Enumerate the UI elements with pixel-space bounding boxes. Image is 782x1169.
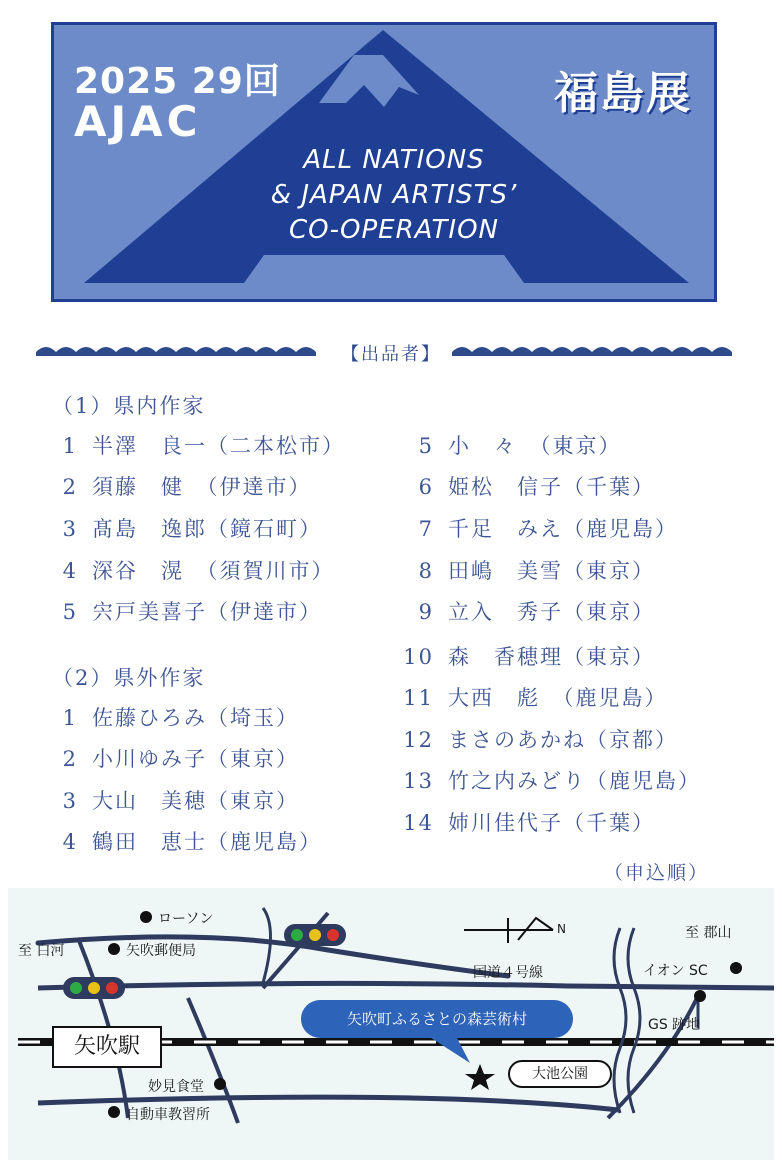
banner-org: AJAC [74, 97, 202, 146]
map-label-park: 大池公園 [508, 1060, 612, 1088]
list-item: 3 髙島 逸郎（鏡石町） [62, 517, 322, 541]
list-item: 3 大山 美穂（東京） [62, 789, 299, 813]
list-item: 12 まさのあかね（京都） [403, 728, 678, 752]
list-item: 2 小川ゆみ子（東京） [62, 747, 299, 771]
north-label: N [557, 922, 566, 936]
map-label-route: 国道４号線 [473, 965, 543, 981]
list-item: 7 千足 みえ（鹿児島） [418, 517, 678, 541]
map-label-gs: GS 跡地 [648, 1017, 701, 1033]
banner-exhibition-title: 福島展 [554, 68, 692, 119]
wave-decoration-right [452, 340, 732, 362]
list-item: 9 立入 秀子（東京） [418, 600, 655, 624]
list-item: 5 小 々 （東京） [418, 434, 622, 458]
list-item: 8 田嶋 美雪（東京） [418, 559, 655, 583]
list-item: 6 姫松 信子（千葉） [418, 475, 655, 499]
banner-english-line-2: & JAPAN ARTISTS’ [270, 180, 518, 210]
map-label-restaurant: 妙見食堂 [148, 1079, 204, 1095]
list-item: 5 宍戸美喜子（伊達市） [62, 600, 322, 624]
access-map [8, 888, 774, 1160]
list-item: 2 須藤 健 （伊達市） [62, 475, 312, 499]
header-banner [51, 22, 717, 302]
group-out-prefecture-title: （2）県外作家 [52, 666, 206, 690]
order-note: （申込順） [604, 862, 710, 884]
map-label-lawson: ローソン [158, 911, 214, 927]
map-label-to-shirakawa: 至 白河 [18, 943, 65, 959]
station-label: 矢吹駅 [52, 1026, 162, 1068]
list-item: 4 鶴田 恵士（鹿児島） [62, 830, 322, 854]
banner-year: 2025 29回 [74, 61, 281, 102]
banner-english-line-3: CO-OPERATION [289, 215, 499, 245]
map-label-aeon: イオン SC [643, 963, 708, 979]
section-title: 【出品者】 [341, 344, 441, 365]
list-item: 10 森 香穂理（東京） [403, 645, 655, 669]
list-item: 1 半澤 良一（二本松市） [62, 434, 345, 458]
banner-english-line-1: ALL NATIONS [303, 145, 485, 175]
list-item: 13 竹之内みどり（鹿児島） [403, 769, 701, 793]
list-item: 1 佐藤ひろみ（埼玉） [62, 706, 299, 730]
map-label-to-koriyama: 至 郡山 [685, 925, 732, 941]
map-label-post-office: 矢吹郵便局 [126, 943, 196, 959]
list-item: 4 深谷 滉 （須賀川市） [62, 559, 335, 583]
list-item: 14 姉川佳代子（千葉） [403, 811, 655, 835]
museum-callout: 矢吹町ふるさとの森芸術村 [301, 1000, 573, 1038]
group-in-prefecture-title: （1）県内作家 [52, 394, 206, 418]
list-item: 11 大西 彪 （鹿児島） [403, 686, 668, 710]
map-label-driving-school: 自動車教習所 [126, 1107, 210, 1123]
